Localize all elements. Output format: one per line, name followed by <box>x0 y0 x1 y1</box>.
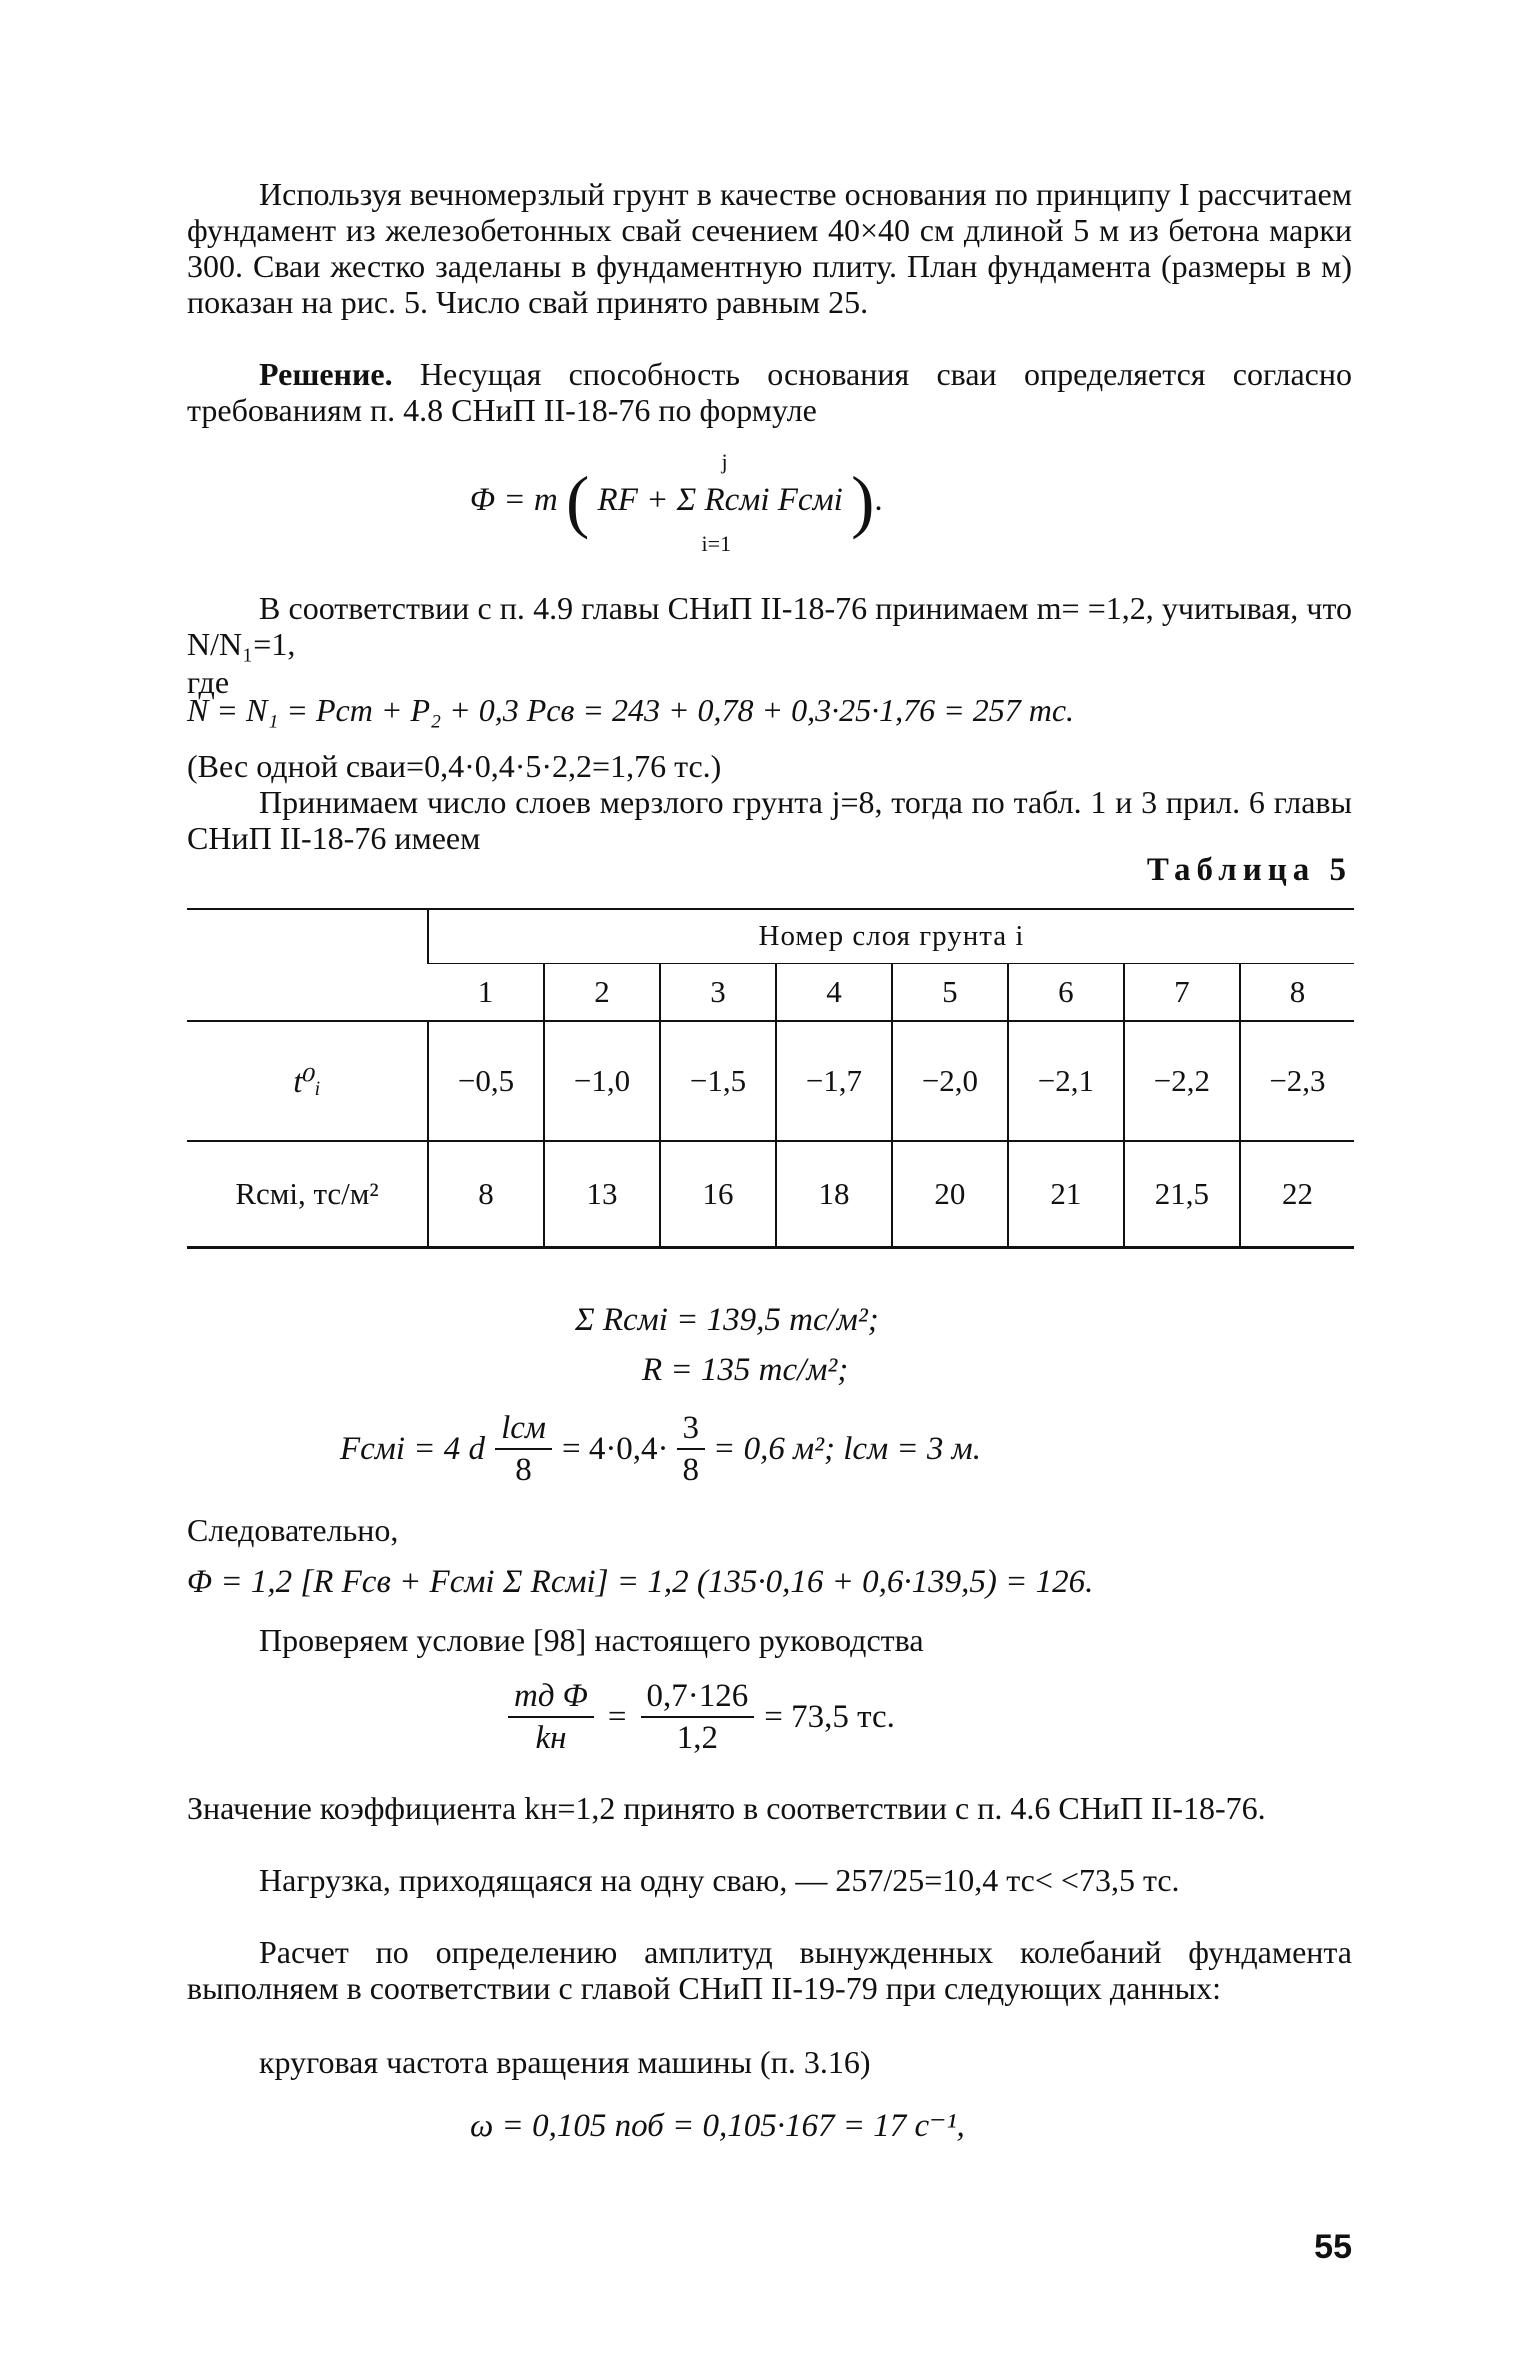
column-header: 3 <box>660 963 776 1021</box>
formula-check-result: = 73,5 тс. <box>764 1699 895 1735</box>
column-header: 4 <box>776 963 892 1021</box>
fraction-value <box>641 1676 755 1758</box>
formula-omega: ω = 0,105 nоб = 0,105·167 = 17 с⁻¹, <box>470 2108 965 2144</box>
table-cell: 18 <box>776 1141 892 1247</box>
paragraph-solution <box>187 356 1352 428</box>
table-cell: −2,1 <box>1008 1021 1124 1141</box>
formula-load-n: N = N₁ = Pст + P₂ + 0,3 Pсв = 243 + 0,78 + 0,3·25·1,76 = 257 тс. <box>187 692 1075 728</box>
formula-f-mid: = 4·0,4· <box>561 1431 669 1467</box>
table-cell: 8 <box>428 1141 544 1247</box>
table-cell: −1,0 <box>544 1021 660 1141</box>
soil-layer-table <box>187 908 1354 1249</box>
table-cell: −2,0 <box>892 1021 1008 1141</box>
table-cell: −2,2 <box>1124 1021 1240 1141</box>
solution-label: Решение. <box>259 356 393 392</box>
formula-phi-result: Φ = 1,2 [R Fсв + Fсмi Σ Rсмi] = 1,2 (135·0,16 + 0,6·139,5) = 126. <box>187 1564 1094 1600</box>
fraction-3-8 <box>677 1408 706 1490</box>
paragraph-where: где <box>187 664 230 700</box>
column-header: 8 <box>1240 963 1354 1021</box>
fraction-denominator: 8 <box>515 1452 532 1488</box>
paragraph-load-per-pile: Нагрузка, приходящаяся на одну сваю, — 257/25=10,4 тс< <73,5 тс. <box>259 1862 1180 1898</box>
paragraph-check-condition: Проверяем условие [98] настоящего руководства <box>259 1622 924 1658</box>
fraction-denominator: 1,2 <box>676 1720 719 1756</box>
table-cell: −0,5 <box>428 1021 544 1141</box>
table-cell: 21 <box>1008 1141 1124 1247</box>
table-cell: −2,3 <box>1240 1021 1354 1141</box>
formula-check <box>508 1676 895 1758</box>
formula-r: R = 135 тс/м²; <box>642 1352 849 1388</box>
column-header: 7 <box>1124 963 1240 1021</box>
page-number: 55 <box>1314 2228 1352 2266</box>
formula-bearing-capacity: Φ = m ( RF + Σ Rсмi Fсмi j i=1 ). <box>470 480 883 522</box>
table-cell: 22 <box>1240 1141 1354 1247</box>
table-group-header: Номер слоя грунта i <box>428 909 1354 963</box>
fraction-lsm-8 <box>495 1408 552 1490</box>
paragraph-intro: Используя вечномерзлый грунт в качестве основания по принципу I рассчитаем фундамент из железобетонных свай сечением 40×40 см длиной 5 м из бетона марки 300. Сваи жестко заделаны в фундаментную плиту. План фундамента (размеры в м) показан на рис. 5. Число свай принято равным 25. <box>187 176 1352 320</box>
table-corner-cell <box>187 909 428 1021</box>
solution-text: Несущая способность основания сваи определяется согласно требованиям п. 4.8 СНиП II-18-76 по формуле <box>187 356 1352 428</box>
table-cell: 20 <box>892 1141 1008 1247</box>
fraction-denominator: 8 <box>682 1452 700 1488</box>
fraction-numerator: 0,7·126 <box>641 1676 755 1718</box>
table-caption: Таблица 5 <box>1146 852 1352 888</box>
sum-upper-limit: j <box>721 449 728 474</box>
formula-f-right: = 0,6 м²; lсм = 3 м. <box>713 1431 981 1467</box>
paragraph-therefore: Следовательно, <box>187 1512 399 1548</box>
paragraph-kn-value: Значение коэффициента kн=1,2 принято в соответствии с п. 4.6 СНиП II-18-76. <box>187 1790 1266 1826</box>
row-label-resistance: Rсмi, тс/м² <box>187 1141 428 1247</box>
formula-f-side <box>340 1408 981 1490</box>
paragraph-layers: Принимаем число слоев мерзлого грунта j=8, тогда по табл. 1 и 3 прил. 6 главы СНиП II-18-76 имеем <box>187 784 1352 856</box>
paragraph-m-coefficient: В соответствии с п. 4.9 главы СНиП II-18-76 принимаем m= =1,2, учитывая, что N/N₁=1, <box>187 590 1352 662</box>
fraction-denominator: kн <box>535 1720 567 1756</box>
paragraph-rotation-frequency: круговая частота вращения машины (п. 3.16) <box>259 2044 871 2080</box>
table-cell: −1,5 <box>660 1021 776 1141</box>
column-header: 1 <box>477 973 494 1009</box>
sum-lower-limit: i=1 <box>701 531 732 556</box>
table-cell: 21,5 <box>1124 1141 1240 1247</box>
formula-phi-body: RF + Σ Rсмi Fсмi <box>597 482 843 518</box>
table-row <box>187 1021 1354 1141</box>
fraction-md-phi-kn <box>508 1676 594 1758</box>
column-header: 2 <box>544 963 660 1021</box>
column-header: 6 <box>1008 963 1124 1021</box>
paragraph-pile-weight: (Вес одной сваи=0,4·0,4·5·2,2=1,76 тс.) <box>187 748 722 784</box>
table-row <box>187 1141 1354 1247</box>
paragraph-amplitude-calc: Расчет по определению амплитуд вынужденных колебаний фундамента выполняем в соответствии с главой СНиП II-19-79 при следующих данных: <box>187 1934 1352 2006</box>
table-cell: 16 <box>660 1141 776 1247</box>
fraction-numerator: lсм <box>495 1408 552 1450</box>
formula-phi-left: Φ = m <box>470 482 558 518</box>
fraction-numerator: 3 <box>677 1408 706 1450</box>
fraction-numerator: mд Φ <box>508 1676 594 1718</box>
row-label-temperature: t⁰ᵢ <box>187 1021 428 1141</box>
table-cell: 13 <box>544 1141 660 1247</box>
formula-sum-r: Σ Rсмi = 139,5 тс/м²; <box>575 1302 879 1338</box>
formula-f-left: Fсмi = 4 d <box>340 1431 486 1467</box>
table-cell: −1,7 <box>776 1021 892 1141</box>
column-header: 5 <box>892 963 1008 1021</box>
formula-check-equals: = <box>607 1699 627 1735</box>
